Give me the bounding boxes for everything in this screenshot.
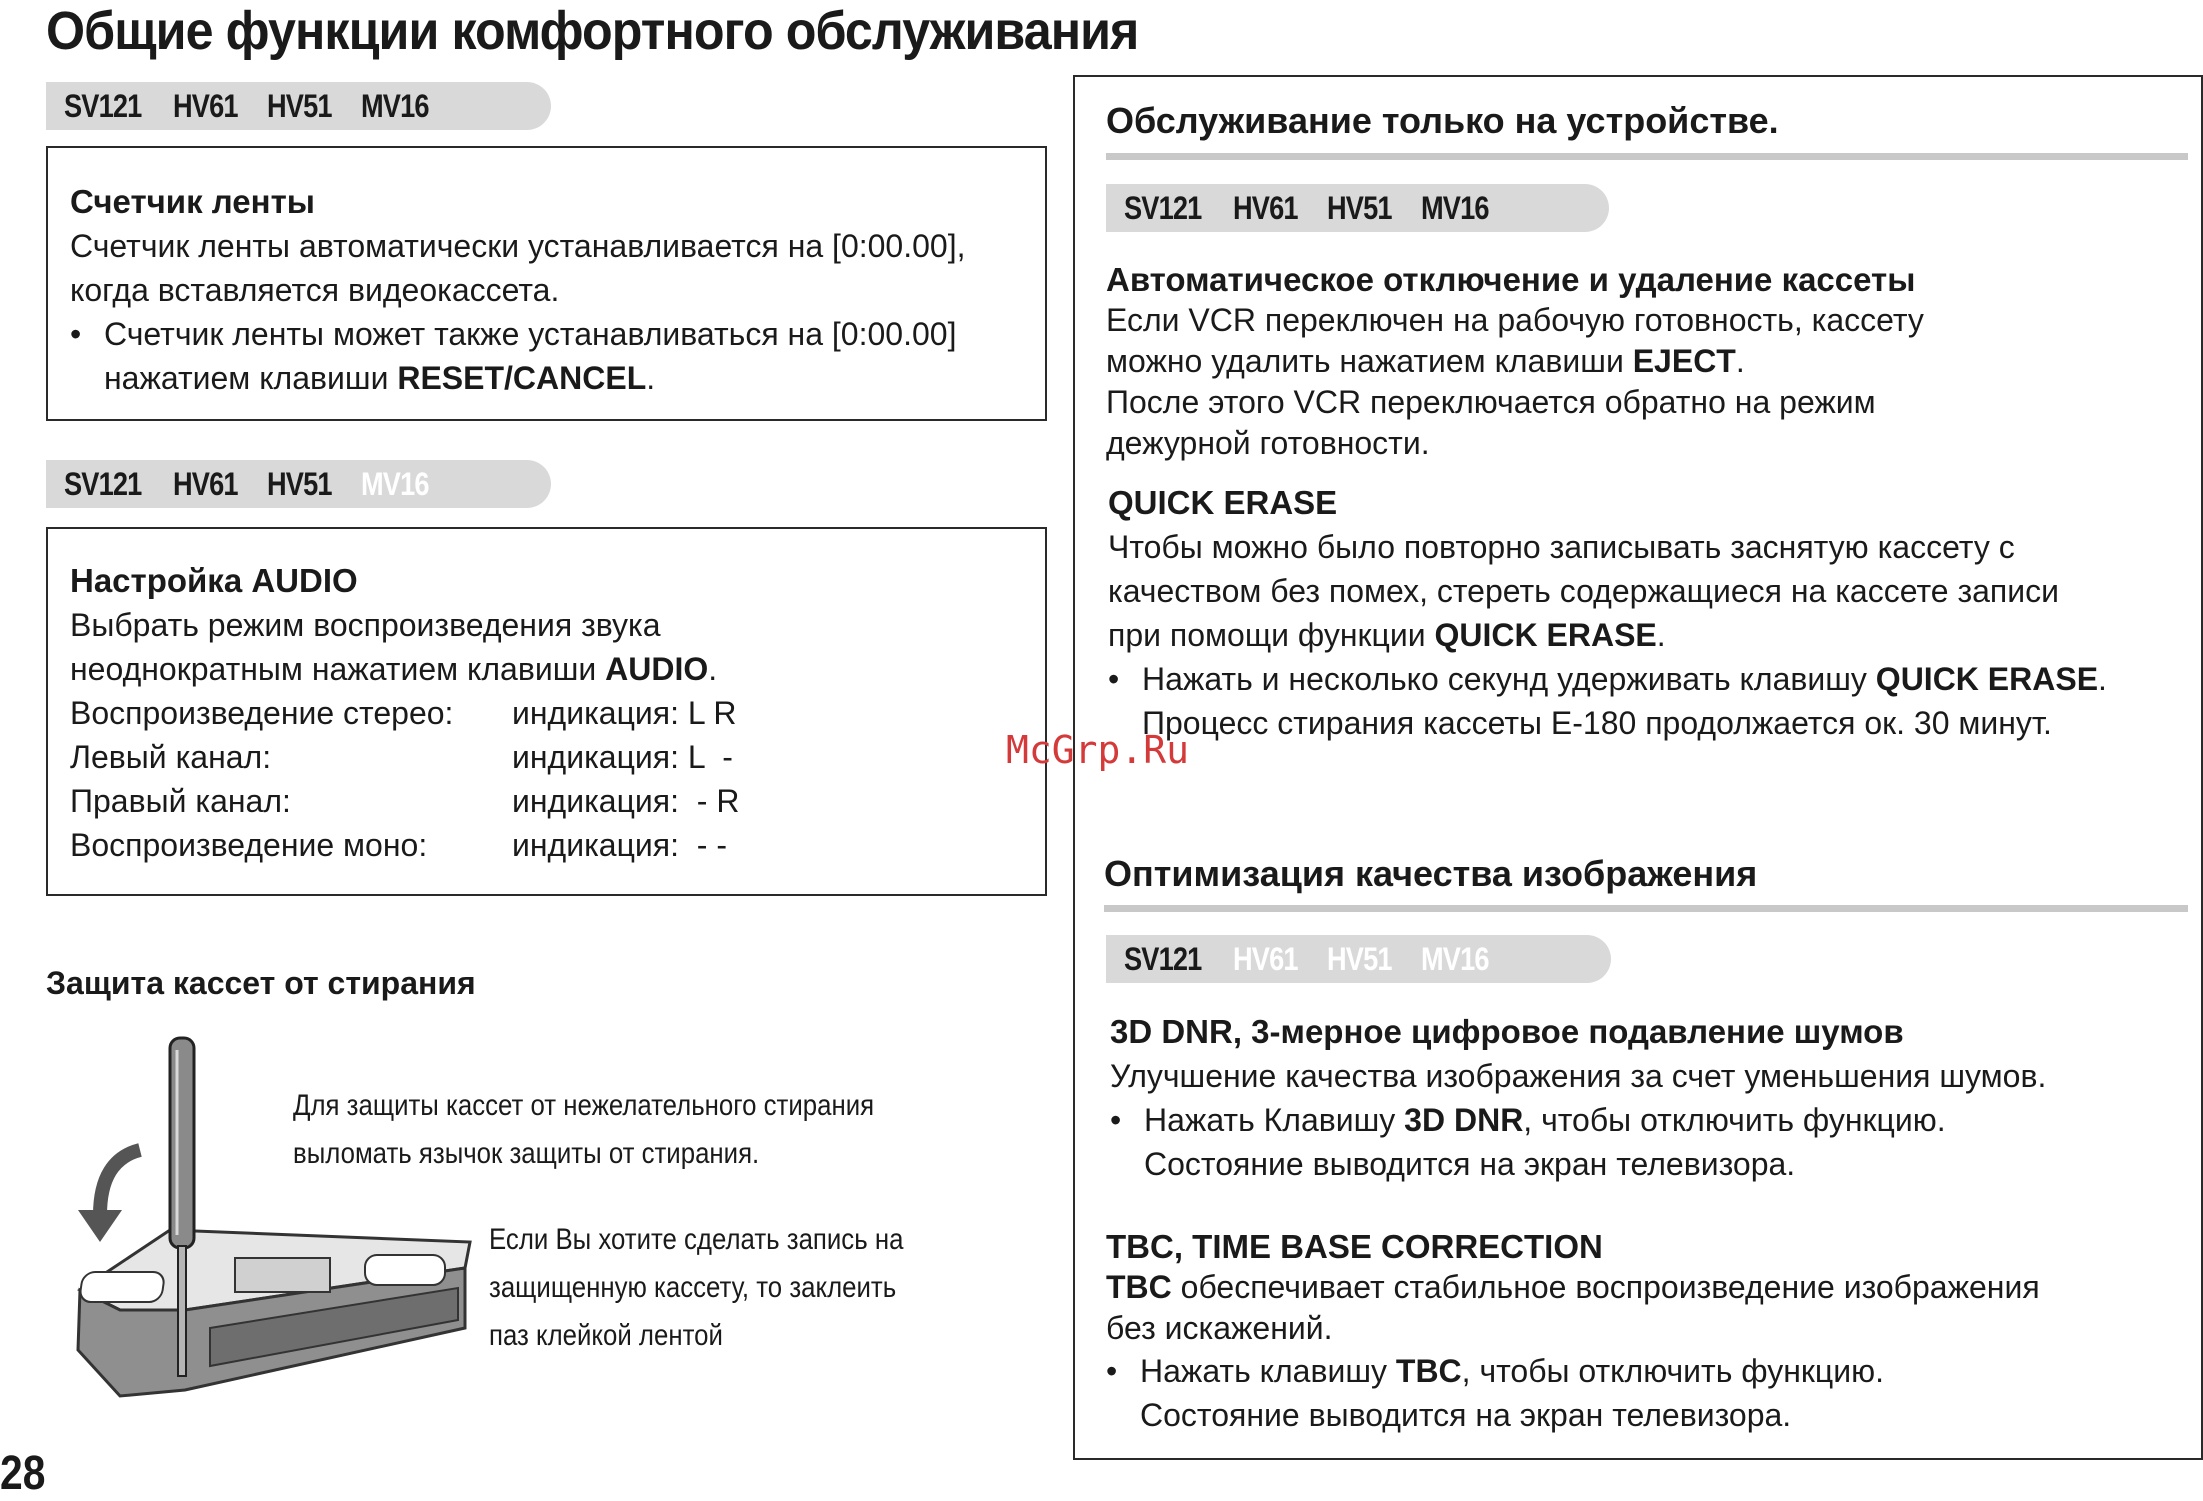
protection-heading: Защита кассет от стирания bbox=[46, 965, 476, 1001]
audio-mode-row bbox=[70, 735, 733, 779]
quick-erase-key-label: QUICK ERASE bbox=[1875, 661, 2099, 697]
tbc-key-label: TBC bbox=[1395, 1353, 1462, 1389]
audio-mode-indicator: индикация: L R bbox=[512, 695, 737, 731]
audio-mode-indicator: индикация: - - bbox=[512, 827, 727, 863]
dnr-text: Улучшение качества изображения за счет уменьшения шумов. bbox=[1110, 1058, 2047, 1094]
quick-erase-bullet-text: Процесс стирания кассеты Е-180 продолжается ок. 30 минут. bbox=[1142, 705, 2052, 741]
model-label: MV16 bbox=[360, 88, 429, 124]
tape-counter-bullet-text: Счетчик ленты может также устанавливаться на [0:00.00] bbox=[104, 316, 957, 352]
model-label: HV61 bbox=[1232, 190, 1298, 226]
auto-off-heading: Автоматическое отключение и удаление кассеты bbox=[1106, 261, 1916, 298]
auto-off-block bbox=[1106, 259, 1924, 464]
audio-mode-row bbox=[70, 691, 737, 735]
quick-erase-text: Чтобы можно было повторно записывать заснятую кассету с bbox=[1108, 529, 2015, 565]
watermark: McGrp.Ru bbox=[1006, 728, 1190, 772]
bullet-marker: • bbox=[1106, 1353, 1118, 1389]
quick-erase-bullet-text: Нажать и несколько секунд удерживать клавишу bbox=[1142, 661, 1876, 697]
cassette-screwdriver-illustration bbox=[60, 1010, 480, 1410]
punctuation: . bbox=[1656, 617, 1666, 653]
protection-text: Если Вы хотите сделать запись на bbox=[489, 1223, 904, 1256]
audio-mode-label: Левый канал: bbox=[70, 739, 272, 775]
audio-mode-label: Воспроизведение моно: bbox=[70, 827, 428, 863]
quick-erase-key-label: QUICK ERASE bbox=[1434, 617, 1657, 653]
model-label: HV51 bbox=[1326, 190, 1392, 226]
model-label-disabled: MV16 bbox=[1420, 941, 1489, 977]
dnr-key-label: 3D DNR bbox=[1404, 1102, 1524, 1138]
audio-settings-box bbox=[46, 527, 1047, 896]
punctuation: . bbox=[646, 360, 656, 396]
punctuation: . bbox=[2098, 661, 2107, 697]
audio-mode-indicator: индикация: L - bbox=[512, 739, 733, 775]
auto-off-text: дежурной готовности. bbox=[1106, 425, 1430, 461]
model-label: HV51 bbox=[266, 466, 332, 502]
model-bar-image-quality bbox=[1106, 935, 1611, 983]
protection-text-block bbox=[293, 1082, 874, 1178]
section-divider bbox=[1106, 153, 2188, 160]
page-number: 28 bbox=[0, 1447, 46, 1500]
device-only-heading: Обслуживание только на устройстве. bbox=[1106, 100, 1779, 141]
tbc-heading: TBC, TIME BASE CORRECTION bbox=[1106, 1228, 1603, 1265]
eject-key-label: EJECT bbox=[1632, 343, 1736, 379]
quick-erase-text: при помощи функции bbox=[1108, 617, 1435, 653]
punctuation: . bbox=[1735, 343, 1745, 379]
dnr-heading: 3D DNR, 3-мерное цифровое подавление шумов bbox=[1110, 1013, 1904, 1050]
model-label-disabled: MV16 bbox=[360, 466, 429, 502]
model-label: HV61 bbox=[172, 88, 238, 124]
audio-text: неоднократным нажатием клавиши bbox=[70, 651, 606, 687]
audio-mode-label: Правый канал: bbox=[70, 783, 291, 819]
tape-counter-box bbox=[46, 146, 1047, 421]
tbc-bullet-text: Нажать клавишу bbox=[1140, 1353, 1396, 1389]
tbc-text: обеспечивает стабильное воспроизведение изображения bbox=[1171, 1269, 2040, 1305]
tape-counter-bullet-text: нажатием клавиши bbox=[104, 360, 398, 396]
quick-erase-block bbox=[1108, 481, 2107, 745]
tbc-block bbox=[1106, 1226, 2040, 1437]
tape-counter-heading: Счетчик ленты bbox=[70, 183, 315, 220]
auto-off-text: можно удалить нажатием клавиши bbox=[1106, 343, 1633, 379]
quick-erase-text: качеством без помех, стереть содержащиеся на кассете записи bbox=[1108, 573, 2059, 609]
model-label: SV121 bbox=[1124, 941, 1202, 977]
punctuation: . bbox=[708, 651, 718, 687]
dnr-bullet-text: Нажать Клавишу bbox=[1144, 1102, 1405, 1138]
protection-text: Для защиты кассет от нежелательного стирания bbox=[293, 1089, 875, 1122]
tbc-text: без искажений. bbox=[1106, 1310, 1333, 1346]
tbc-bullet-text: Состояние выводится на экран телевизора. bbox=[1140, 1397, 1792, 1433]
audio-mode-indicator: индикация: - R bbox=[512, 783, 740, 819]
bullet-marker: • bbox=[70, 316, 82, 352]
audio-mode-label: Воспроизведение стерео: bbox=[70, 695, 454, 731]
audio-mode-row bbox=[70, 823, 727, 867]
dnr-bullet-text: Состояние выводится на экран телевизора. bbox=[1144, 1146, 1796, 1182]
protection-text: выломать язычок защиты от стирания. bbox=[293, 1137, 760, 1170]
audio-key-label: AUDIO bbox=[605, 651, 709, 687]
image-quality-heading: Оптимизация качества изображения bbox=[1104, 853, 1758, 894]
protection-text: паз клейкой лентой bbox=[489, 1319, 723, 1352]
tape-counter-text: Счетчик ленты автоматически устанавливается на [0:00.00], bbox=[70, 228, 966, 264]
model-label: SV121 bbox=[64, 88, 142, 124]
section-divider bbox=[1104, 905, 2188, 912]
bullet-marker: • bbox=[1110, 1102, 1122, 1138]
quick-erase-heading: QUICK ERASE bbox=[1108, 484, 1338, 521]
model-label-disabled: HV51 bbox=[1326, 941, 1392, 977]
reset-cancel-key-label: RESET/CANCEL bbox=[397, 360, 647, 396]
model-label: HV51 bbox=[266, 88, 332, 124]
dnr-block bbox=[1110, 1010, 2046, 1186]
model-label: MV16 bbox=[1420, 190, 1489, 226]
protection-text: защищенную кассету, то заклеить bbox=[489, 1271, 897, 1304]
model-label: SV121 bbox=[1124, 190, 1202, 226]
bullet-marker: • bbox=[1108, 661, 1120, 697]
model-label: SV121 bbox=[64, 466, 142, 502]
dnr-bullet-text: , чтобы отключить функцию. bbox=[1523, 1102, 1946, 1138]
audio-heading: Настройка AUDIO bbox=[70, 562, 358, 599]
tbc-bullet-text: , чтобы отключить функцию. bbox=[1461, 1353, 1884, 1389]
audio-text: Выбрать режим воспроизведения звука bbox=[70, 607, 661, 643]
model-bar-device-only bbox=[1106, 184, 1609, 232]
tbc-key-label: TBC bbox=[1106, 1269, 1172, 1305]
model-label-disabled: HV61 bbox=[1232, 941, 1298, 977]
model-bar-tape-counter bbox=[46, 82, 551, 130]
auto-off-text: После этого VCR переключается обратно на режим bbox=[1106, 384, 1876, 420]
audio-mode-row bbox=[70, 779, 740, 823]
tape-counter-text: когда вставляется видеокассета. bbox=[70, 272, 560, 308]
page-title: Общие функции комфортного обслуживания bbox=[46, 1, 1139, 61]
auto-off-text: Если VCR переключен на рабочую готовность, кассету bbox=[1106, 302, 1924, 338]
protection-tape-text-block bbox=[489, 1216, 903, 1360]
model-bar-audio bbox=[46, 460, 551, 508]
model-label: HV61 bbox=[172, 466, 238, 502]
